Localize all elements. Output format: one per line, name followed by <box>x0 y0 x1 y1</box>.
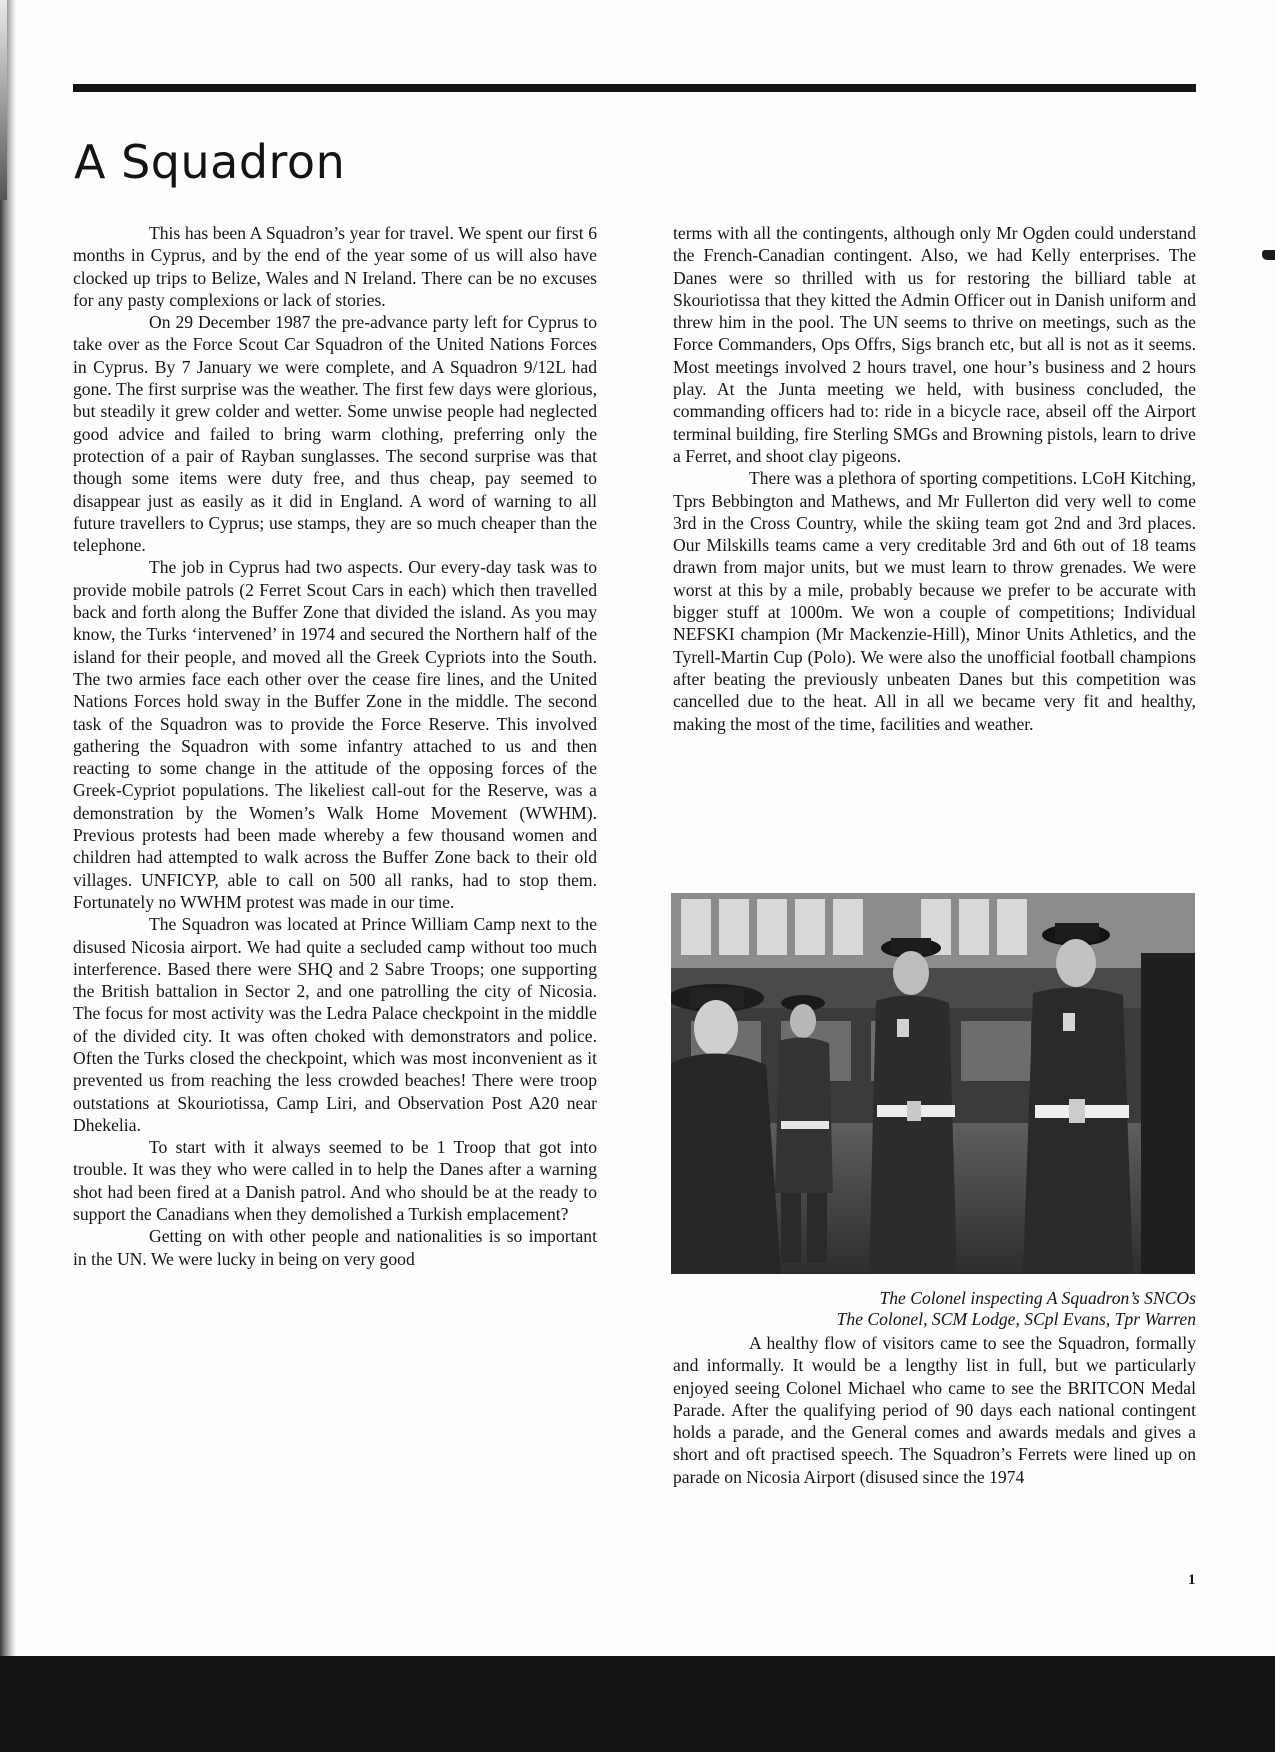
inspection-photo <box>671 893 1195 1274</box>
paragraph: The job in Cyprus had two aspects. Our every-day task was to provide mobile patrols (2 Ferret Scout Cars in each) which then travelled back and forth along the Buffer Zone that divided the island. As you may know, the Turks ‘intervened’ in 1974 and secured the Northern half of the island for their people, and moved all the Greek Cypriots into the South. The two armies face each other over the cease fire lines, and the United Nations Forces hold sway in the Buffer Zone in the middle. The second task of the Squadron was to provide the Force Reserve. This involved gathering the Squadron with some infantry attached to us and then reacting to some change in the attitude of the opposing forces of the Greek-Cypriot populations. The likeliest call-out for the Reserve, was a demonstration by the Women’s Walk Home Movement (WWHM). Previous protests had been made whereby a few thousand women and children had attempted to walk across the Buffer Zone back to their old villages. UNFICYP, able to call on 500 all ranks, had to stop them. Fortunately no WWHM protest was made in our time. <box>73 557 597 912</box>
photo-caption <box>673 1288 1196 1330</box>
paragraph: To start with it always seemed to be 1 Troop that got into trouble. It was they who were called in to help the Danes after a warning shot had been fired at a Danish patrol. And who should be at the ready to support the Canadians when they demolished a Turkish emplacement? <box>73 1137 597 1225</box>
paragraph: On 29 December 1987 the pre-advance party left for Cyprus to take over as the Force Scout Car Squadron of the United Nations Forces in Cyprus. By 7 January we were complete, and A Squadron 9/12L had gone. The first surprise was the weather. The first few days were glorious, but steadily it grew colder and wetter. Some unwise people had neglected good advice and failed to bring warm clothing, preferring only the protection of a pair of Rayban sunglasses. The second surprise was that though some items were duty free, and thus cheap, pay seemed to disappear just as easily as it did in England. A word of warning to all future travellers to Cyprus; use stamps, they are so much cheaper than the telephone. <box>73 312 597 556</box>
paragraph: A healthy flow of visitors came to see the Squadron, formally and informally. It would be a lengthy list in full, but we particularly enjoyed seeing Colonel Michael who came to see the BRITCON Medal Parade. After the qualifying period of 90 days each national contingent holds a parade, and the General comes and awards medals and gives a short and oft practised speech. The Squadron’s Ferrets were lined up on parade on Nicosia Airport (disused since the 1974 <box>673 1333 1196 1487</box>
header-rule <box>73 84 1196 92</box>
margin-ink-mark <box>1262 250 1275 260</box>
page-edge-highlight <box>0 0 7 200</box>
paragraph: The Squadron was located at Prince William Camp next to the disused Nicosia airport. We had quite a secluded camp without too much interference. Based there were SHQ and 2 Sabre Troops; one supporting the British battalion in Sector 2, and one patrolling the city of Nicosia. The focus for most activity was the Ledra Palace checkpoint in the middle of the divided city. It was often choked with demonstrators and police. Often the Turks closed the checkpoint, which was most inconvenient as it prevented us from reaching the less crowded beaches! There were troop outstations at Skouriotissa, Camp Liri, and Observation Post A20 near Dhekelia. <box>73 914 597 1135</box>
page-title: A Squadron <box>74 135 346 189</box>
left-text-column <box>73 222 597 1270</box>
paragraph: This has been A Squadron’s year for travel. We spent our first 6 months in Cyprus, and by the end of the year some of us will also have clocked up trips to Belize, Wales and N Ireland. There can be no excuses for any pasty complexions or lack of stories. <box>73 223 597 310</box>
right-text-column-bottom <box>673 1332 1196 1488</box>
paragraph: Getting on with other people and nationalities is so important in the UN. We were lucky in being on very good <box>73 1226 597 1269</box>
caption-line: The Colonel, SCM Lodge, SCpl Evans, Tpr Warren <box>836 1309 1196 1329</box>
paragraph: terms with all the contingents, although only Mr Ogden could understand the French-Canadian contingent. Also, we had Kelly enterprises. The Danes were so thrilled with us for restoring the billiard table at Skouriotissa that they kitted the Admin Officer out in Danish uniform and threw him in the pool. The UN seems to thrive on meetings, such as the Force Commanders, Ops Offrs, Sigs branch etc, but all is not as it seems. Most meetings involved 2 hours travel, one hour’s business and 2 hours play. At the Junta meeting we held, with business concluded, the commanding officers had to: ride in a bicycle race, abseil off the Airport terminal building, fire Sterling SMGs and Browning pistols, learn to drive a Ferret, and shoot clay pigeons. <box>673 223 1196 466</box>
caption-line: The Colonel inspecting A Squadron’s SNCOs <box>879 1288 1196 1308</box>
right-text-column-top <box>673 222 1196 735</box>
scan-bottom-band <box>0 1656 1275 1752</box>
page-spine-shadow <box>0 0 16 1752</box>
paragraph: There was a plethora of sporting competitions. LCoH Kitching, Tprs Bebbington and Mathews, and Mr Fullerton did very well to come 3rd in the Cross Country, while the skiing team got 2nd and 3rd places. Our Milskills teams came a very creditable 3rd and 6th out of 18 teams drawn from major units, but we must learn to throw grenades. We were worst at this by a mile, probably because we prefer to be accurate with bigger stuff at 1000m. We won a couple of competitions; Individual NEFSKI champion (Mr Mackenzie-Hill), Minor Units Athletics, and the Tyrell-Martin Cup (Polo). We were also the unofficial football champions after beating the previously unbeaten Danes but this competition was cancelled due to the heat. All in all we became very fit and healthy, making the most of the time, facilities and weather. <box>673 468 1196 734</box>
page-number: 1 <box>1188 1572 1196 1588</box>
